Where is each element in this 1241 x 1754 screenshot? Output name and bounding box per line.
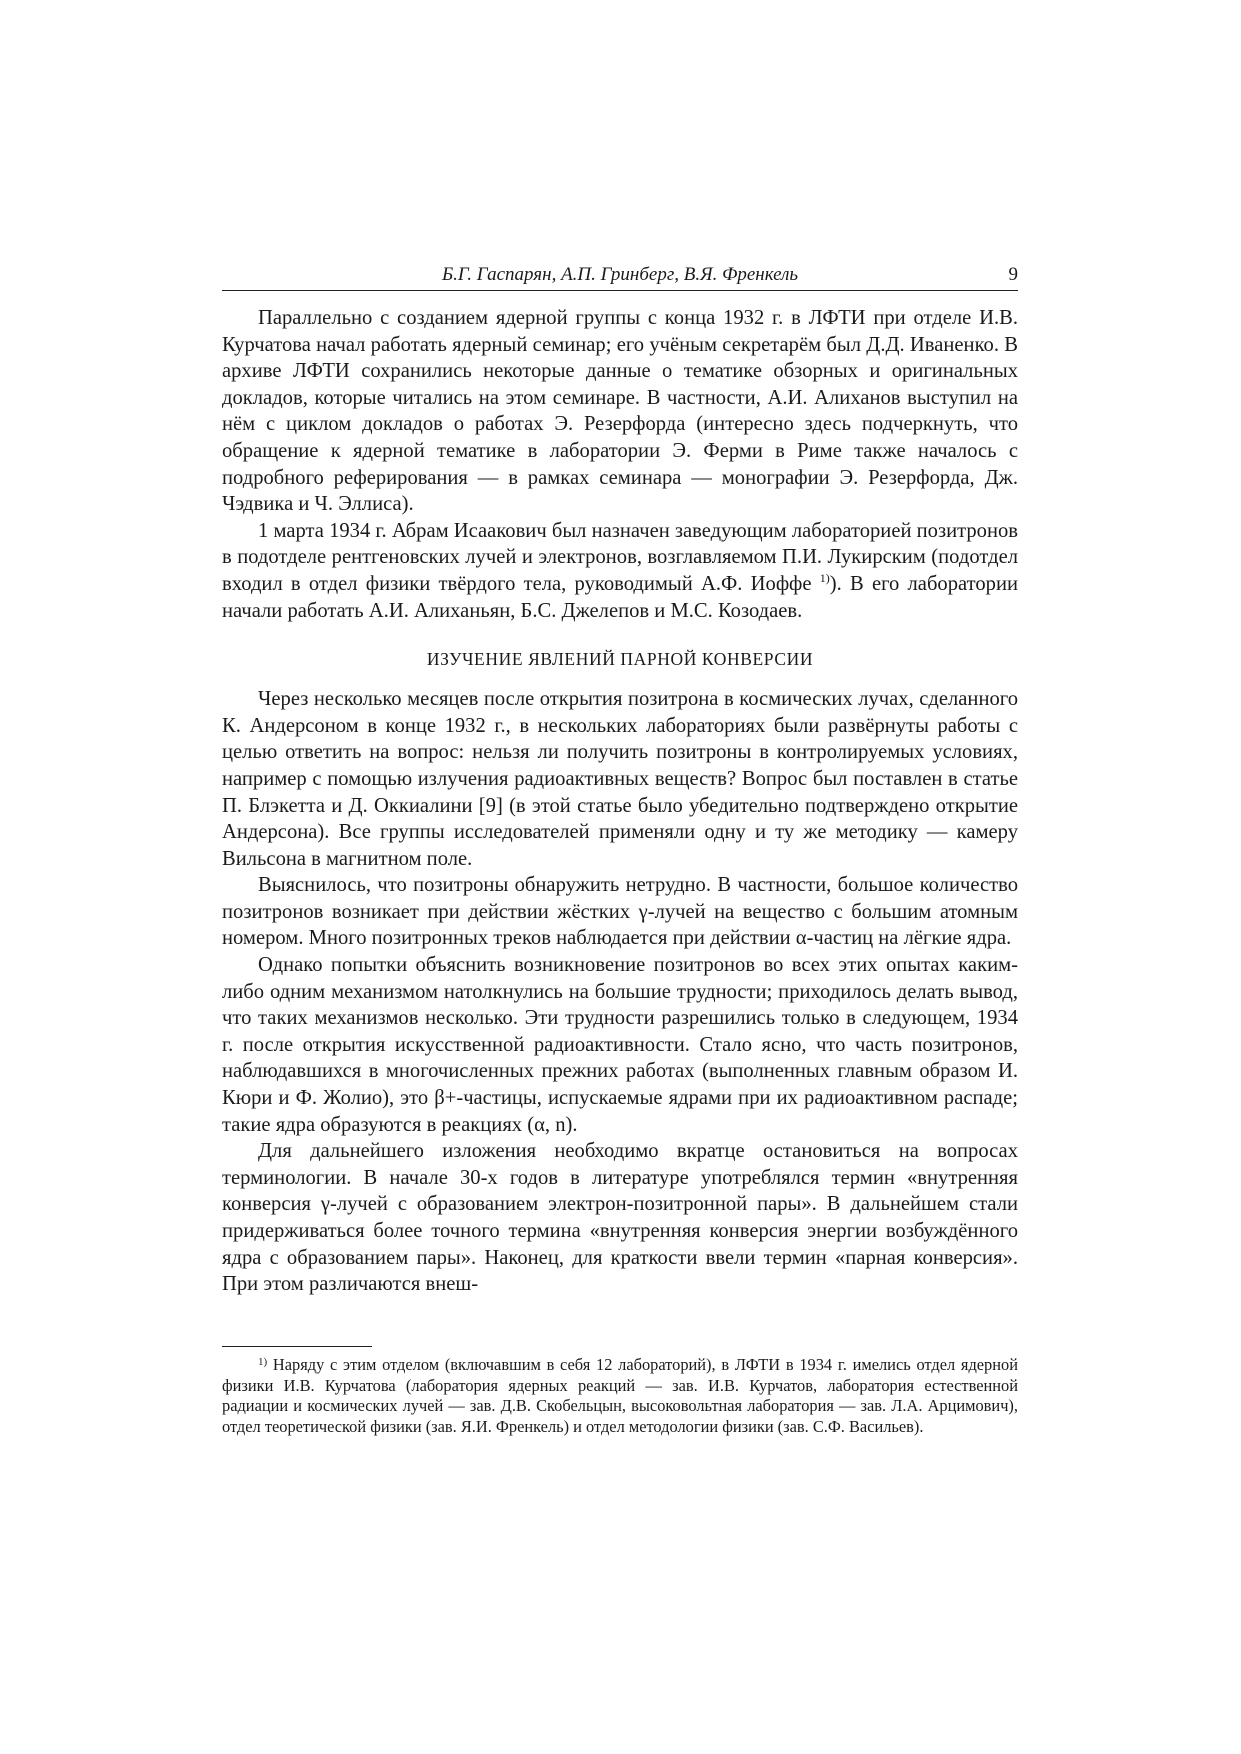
main-text (222, 305, 1018, 1298)
footnote-reference: 1) (819, 571, 830, 586)
paragraph: Через несколько месяцев после открытия позитрона в космических лучах, сделанного К. Андерсоном в конце 1932 г., в нескольких лабораториях были развёрнуты работы с целью ответить на вопрос: нельзя ли получить позитроны в контролируемых условиях, например с помощью излучения радиоактивных веществ? Вопрос был поставлен в статье П. Блэкетта и Д. Оккиалини [9] (в этой статье было убедительно подтверждено открытие Андерсона). Все группы исследователей применяли одну и ту же методику — камеру Вильсона в магнитном поле. (222, 688, 1018, 870)
paragraph: Параллельно с созданием ядерной группы с конца 1932 г. в ЛФТИ при отделе И.В. Курчатова начал работать ядерный семинар; его учёным секретарём был Д.Д. Иваненко. В архиве ЛФТИ сохранились некоторые данные о тематике обзорных и оригинальных докладов, которые читались на этом семинаре. В частности, А.И. Алиханов выступил на нём с циклом докладов о работах Э. Резерфорда (интересно здесь подчеркнуть, что обращение к ядерной тематике в лаборатории Э. Ферми в Риме также началось с подробного реферирования — в рамках семинара — монографии Э. Резерфорда, Дж. Чэдвика и Ч. Эллиса). (222, 307, 1018, 516)
footnote (222, 1352, 1018, 1437)
section-heading: ИЗУЧЕНИЕ ЯВЛЕНИЙ ПАРНОЙ КОНВЕРСИИ (426, 649, 814, 670)
running-header (222, 262, 1018, 291)
paragraph (222, 518, 1018, 624)
footnote-mark: 1) (258, 1356, 268, 1368)
paragraph: Однако попытки объяснить возникновение позитронов во всех этих опытах каким-либо одним механизмом натолкнулись на большие трудности; приходилось делать вывод, что таких механизмов несколько. Эти трудности разрешились только в следующем, 1934 г. после открытия искусственной радиоактивности. Стало ясно, что часть позитронов, наблюдавшихся в многочисленных прежних работах (выполненных главным образом И. Кюри и Ф. Жолио), это β+-частицы, испускаемые ядрами при их радиоактивном распаде; такие ядра образуются в реакциях (α, n). (222, 954, 1018, 1136)
running-header-authors: Б.Г. Гаспарян, А.П. Гринберг, В.Я. Френкель (441, 264, 799, 285)
footnote-divider (222, 1346, 372, 1347)
paragraph: Выяснилось, что позитроны обнаружить нетрудно. В частности, большое количество позитронов возникает при действии жёстких γ-лучей на вещество с большим атомным номером. Много позитронных треков наблюдается при действии α-частиц на лёгкие ядра. (222, 874, 1018, 950)
paragraph-text: ). В его лаборатории начали работать А.И. Алиханьян, Б.С. Джелепов и М.С. Козодаев. (222, 572, 1018, 622)
paragraph: Для дальнейшего изложения необходимо вкратце остановиться на вопросах терминологии. В начале 30-х годов в литературе употреблялся термин «внутренняя конверсия γ-лучей с образованием электрон-позитронной пары». В дальнейшем стали придерживаться более точного термина «внутренняя конверсия энергии возбуждённого ядра с образованием пары». Наконец, для краткости ввели термин «парная конверсия». При этом различаются внеш- (222, 1140, 1018, 1296)
page-number: 9 (1008, 264, 1018, 285)
footnote-text: Наряду с этим отделом (включавшим в себя 12 лабораторий), в ЛФТИ в 1934 г. имелись отдел ядерной физики И.В. Курчатова (лаборатория ядерных реакций — зав. И.В. Курчатов, лаборатория естественной радиации и космических лучей — зав. Д.В. Скобельцын, высоковольтная лаборатория — зав. Л.А. Арцимович), отдел теоретической физики (зав. Я.И. Френкель) и отдел методологии физики (зав. С.Ф. Васильев). (222, 1355, 1018, 1436)
paragraph-text: 1 марта 1934 г. Абрам Исаакович был назначен заведующим лабораторией позитронов в подотделе рентгеновских лучей и электронов, возглавляемом П.И. Лукирским (подотдел входил в отдел физики твёрдого тела, руководимый А.Ф. Иоффе (222, 519, 1018, 595)
